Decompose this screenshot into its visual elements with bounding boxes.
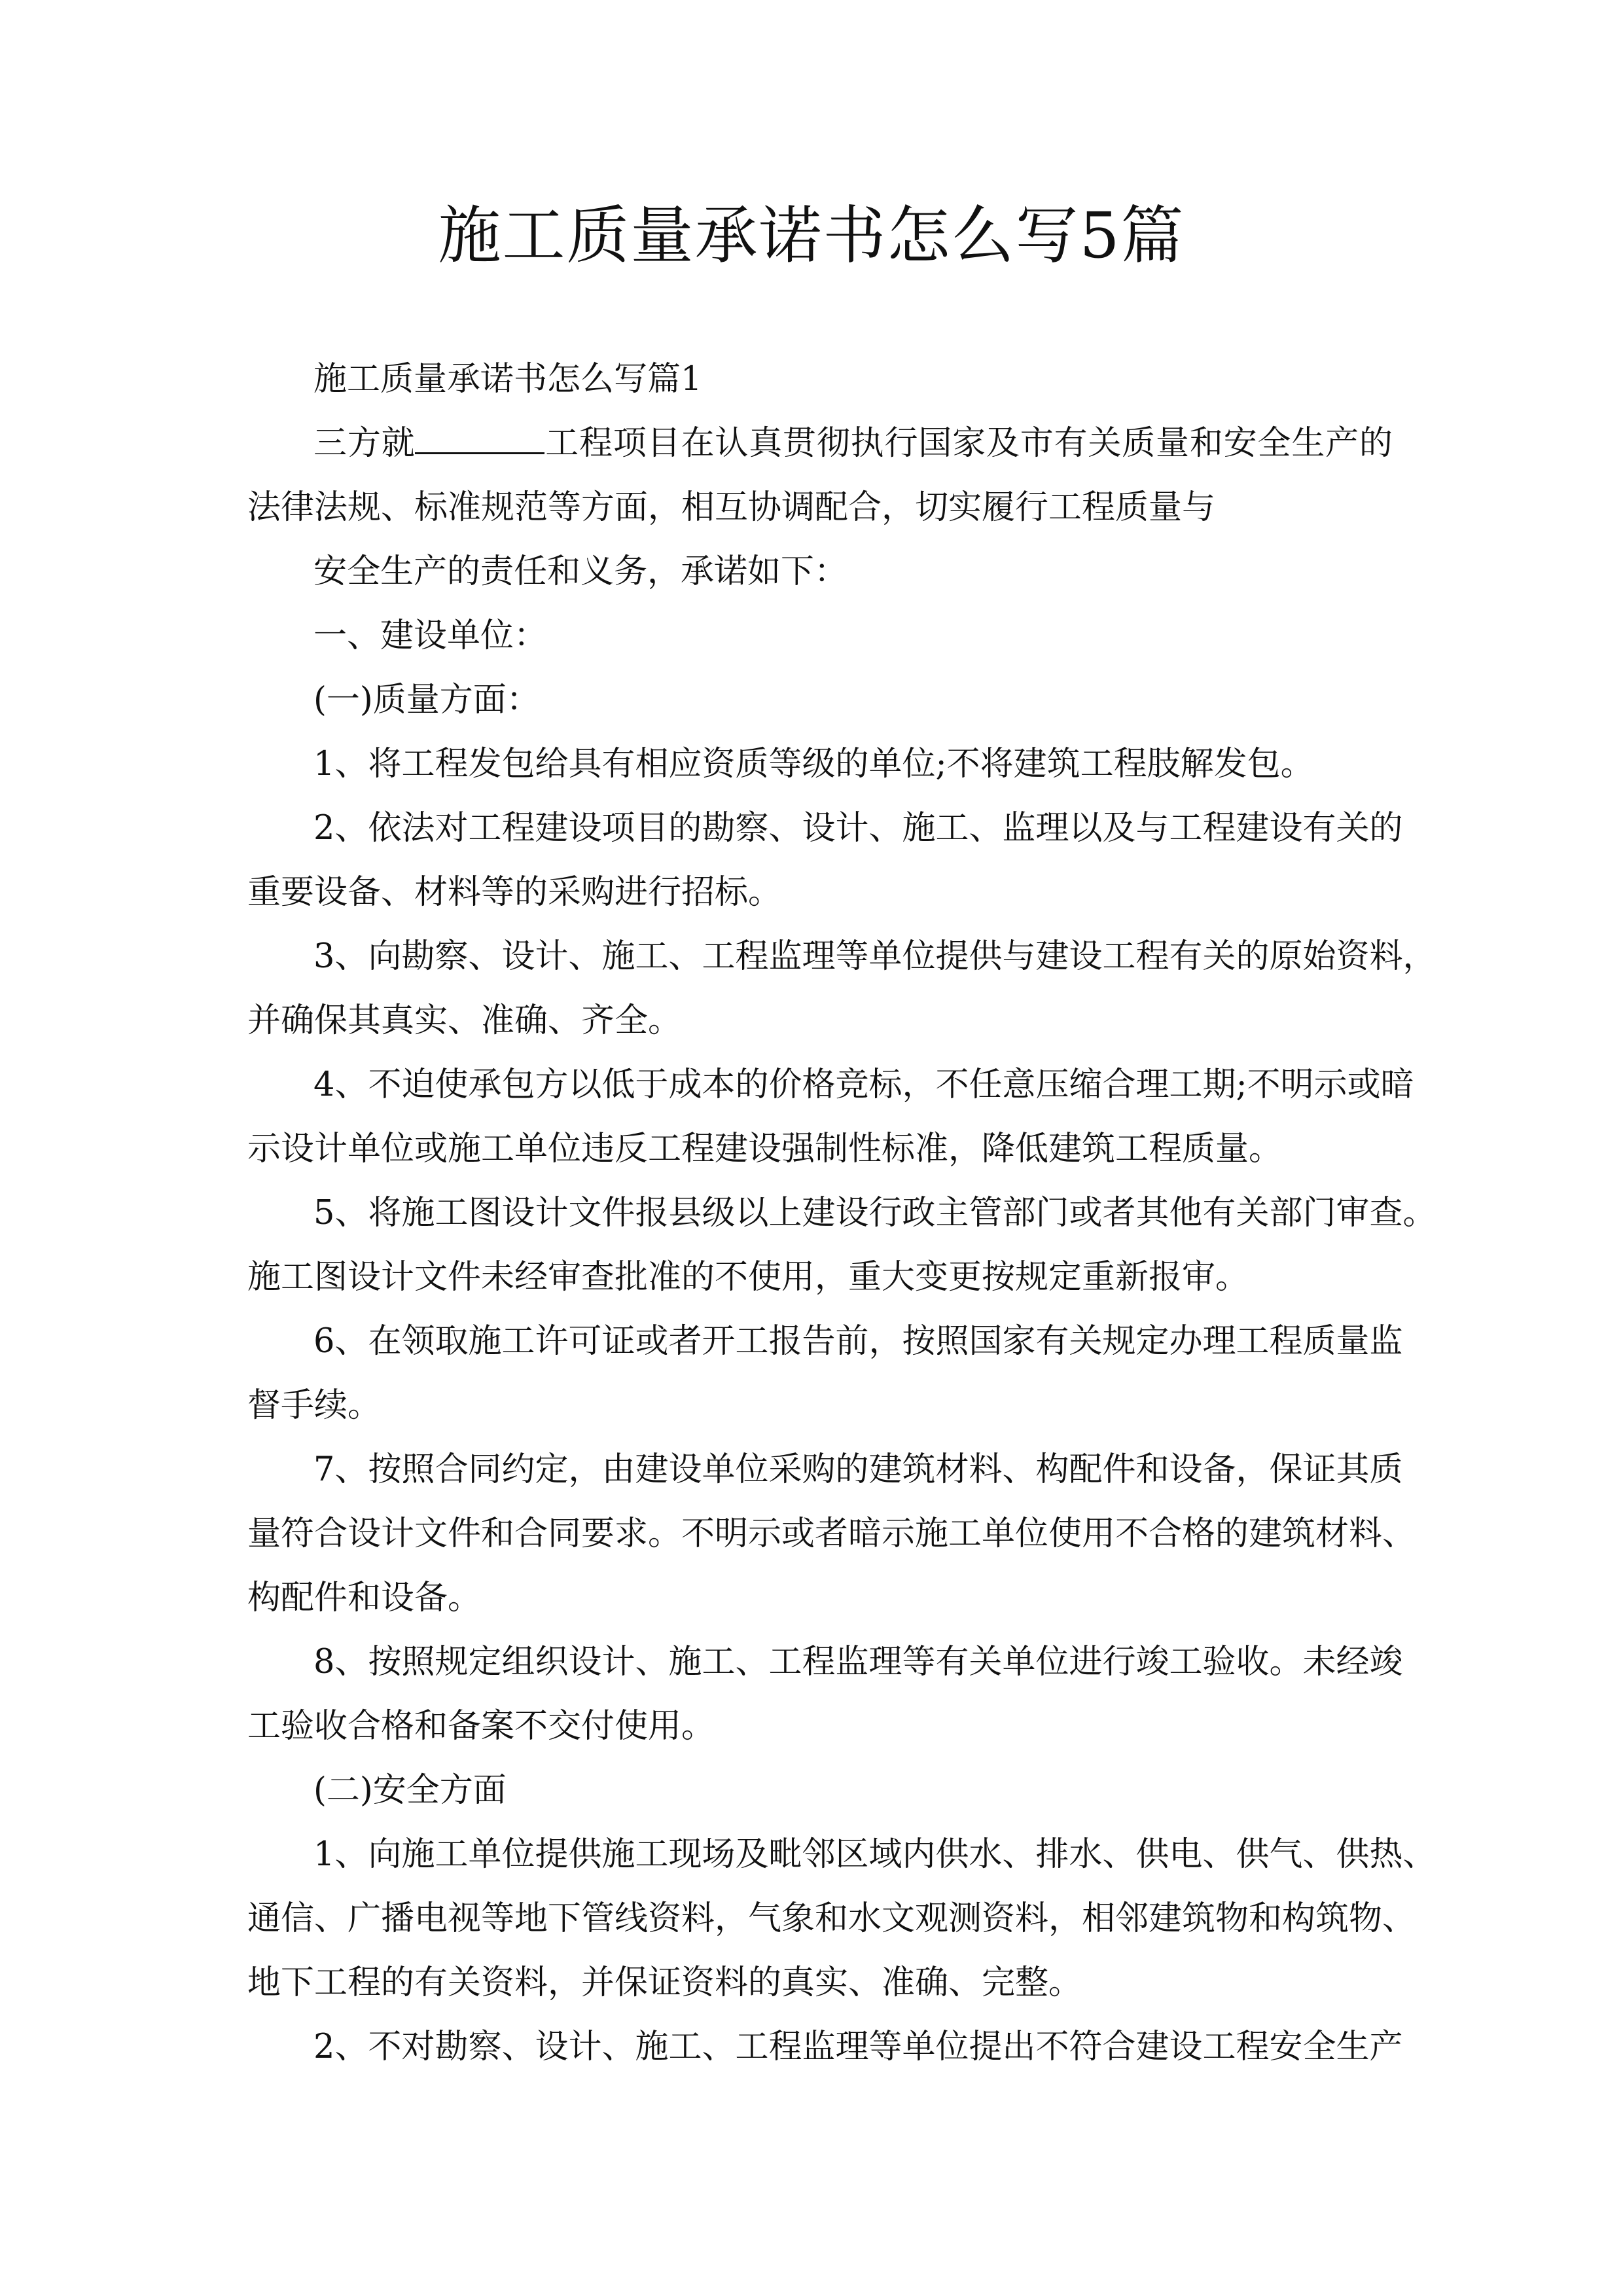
paragraph-line: 1、向施工单位提供施工现场及毗邻区域内供水、排水、供电、供气、供热、 [313,1835,1436,1874]
paragraph-line: 通信、广播电视等地下管线资料，气象和水文观测资料，相邻建筑物和构筑物、 [247,1899,1416,1938]
paragraph-line: 8、按照规定组织设计、施工、工程监理等有关单位进行竣工验收。未经竣 [313,1643,1403,1681]
section-heading: 施工质量承诺书怎么写篇1 [313,360,702,399]
paragraph-line: 1、将工程发包给具有相应资质等级的单位;不将建筑工程肢解发包。 [313,745,1314,783]
paragraph-line: 3、向勘察、设计、施工、工程监理等单位提供与建设工程有关的原始资料， [313,937,1436,976]
paragraph-line: 督手续。 [247,1386,382,1425]
paragraph-line: 7、按照合同约定，由建设单位采购的建筑材料、构配件和设备，保证其质 [313,1450,1403,1489]
paragraph-line: 地下工程的有关资料，并保证资料的真实、准确、完整。 [247,1964,1082,2002]
paragraph-line: 2、不对勘察、设计、施工、工程监理等单位提出不符合建设工程安全生产 [313,2028,1403,2066]
paragraph-line: 量符合设计文件和合同要求。不明示或者暗示施工单位使用不合格的建筑材料、 [247,1515,1416,1553]
paragraph-line: 构配件和设备。 [247,1579,482,1617]
paragraph-line: 工验收合格和备案不交付使用。 [247,1707,715,1746]
paragraph-line: 5、将施工图设计文件报县级以上建设行政主管部门或者其他有关部门审查。 [313,1194,1436,1232]
paragraph-line: 并确保其真实、准确、齐全。 [247,1001,682,1040]
paragraph-line: 2、依法对工程建设项目的勘察、设计、施工、监理以及与工程建设有关的 [313,809,1403,848]
document-title: 施工质量承诺书怎么写5篇 [438,199,1185,272]
paragraph-line [247,412,1393,476]
paragraph-line: 4、不迫使承包方以低于成本的价格竞标，不任意压缩合理工期;不明示或暗 [313,1066,1414,1104]
fill-in-blank [415,426,544,454]
subheading: (二)安全方面 [313,1771,507,1810]
paragraph-line: 重要设备、材料等的采购进行招标。 [247,873,782,912]
subheading: (一)质量方面： [313,681,540,719]
subheading: 一、建设单位： [313,617,548,655]
text-suffix: 工程项目在认真贯彻执行国家及市有关质量和安全生产的 [544,424,1393,463]
paragraph-line: 示设计单位或施工单位违反工程建设强制性标准，降低建筑工程质量。 [247,1130,1283,1168]
paragraph-line: 法律法规、标准规范等方面，相互协调配合，切实履行工程质量与 [247,488,1216,527]
paragraph-line: 6、在领取施工许可证或者开工报告前，按照国家有关规定办理工程质量监 [313,1322,1403,1361]
paragraph-line: 施工图设计文件未经审查批准的不使用，重大变更按规定重新报审。 [247,1258,1249,1297]
paragraph-line: 安全生产的责任和义务，承诺如下： [313,552,848,591]
text-prefix: 三方就 [313,424,416,463]
